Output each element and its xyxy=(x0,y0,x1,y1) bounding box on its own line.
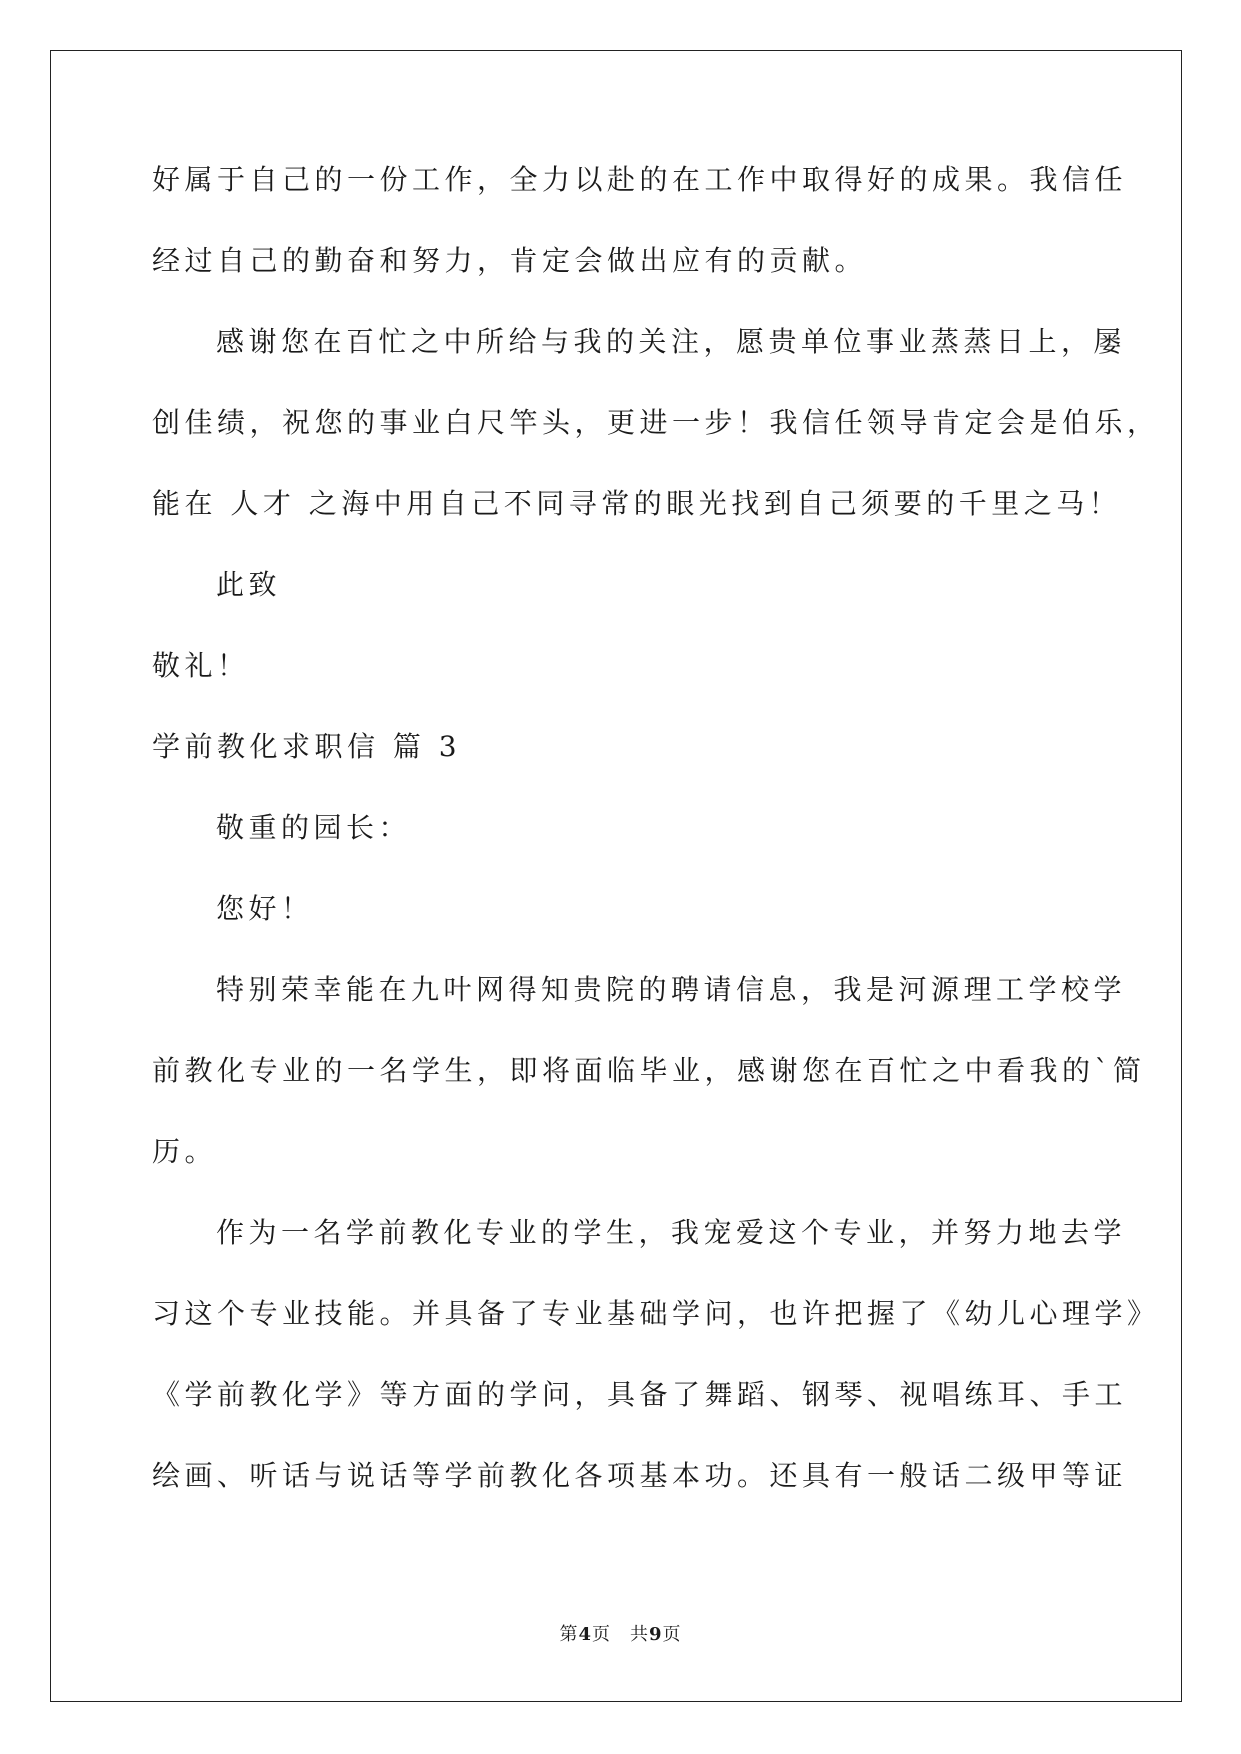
text-line: 习这个专业技能。并具备了专业基础学问，也许把握了《幼儿心理学》 xyxy=(152,1297,1160,1330)
letter-greeting: 敬重的园长： xyxy=(216,811,412,844)
text-line: 历。 xyxy=(152,1135,218,1168)
paragraph-start: 感谢您在百忙之中所给与我的关注，愿贵单位事业蒸蒸日上，屡 xyxy=(216,325,1127,358)
paragraph-start: 特别荣幸能在九叶网得知贵院的聘请信息，我是河源理工学校学 xyxy=(216,973,1127,1006)
letter-hello: 您好！ xyxy=(216,892,314,925)
footer-prefix: 第 xyxy=(559,1624,579,1645)
document-body xyxy=(152,163,1160,1541)
footer-suffix: 页 xyxy=(662,1624,682,1645)
text-line: 绘画、听话与说话等学前教化各项基本功。还具有一般话二级甲等证 xyxy=(152,1459,1128,1492)
closing-salutation: 此致 xyxy=(216,568,282,601)
current-page-number: 4 xyxy=(578,1624,592,1645)
text-line: 经过自己的勤奋和努力，肯定会做出应有的贡献。 xyxy=(152,244,868,277)
text-line: 好属于自己的一份工作，全力以赴的在工作中取得好的成果。我信任 xyxy=(152,163,1128,196)
text-line: 《学前教化学》等方面的学问，具备了舞蹈、钢琴、视唱练耳、手工 xyxy=(152,1378,1128,1411)
paragraph-start: 作为一名学前教化专业的学生，我宠爱这个专业，并努力地去学 xyxy=(216,1216,1127,1249)
text-line: 前教化专业的一名学生，即将面临毕业，感谢您在百忙之中看我的`简 xyxy=(152,1054,1146,1087)
page-footer xyxy=(0,1620,1241,1646)
footer-mid: 页 共 xyxy=(592,1624,649,1645)
total-pages-number: 9 xyxy=(649,1624,663,1645)
text-line: 能在 人才 之海中用自己不同寻常的眼光找到自己须要的千里之马！ xyxy=(152,487,1122,520)
closing-regards: 敬礼！ xyxy=(152,649,250,682)
text-line: 创佳绩，祝您的事业白尺竿头，更进一步！我信任领导肯定会是伯乐， xyxy=(152,406,1160,439)
section-heading: 学前教化求职信 篇 3 xyxy=(152,730,462,763)
